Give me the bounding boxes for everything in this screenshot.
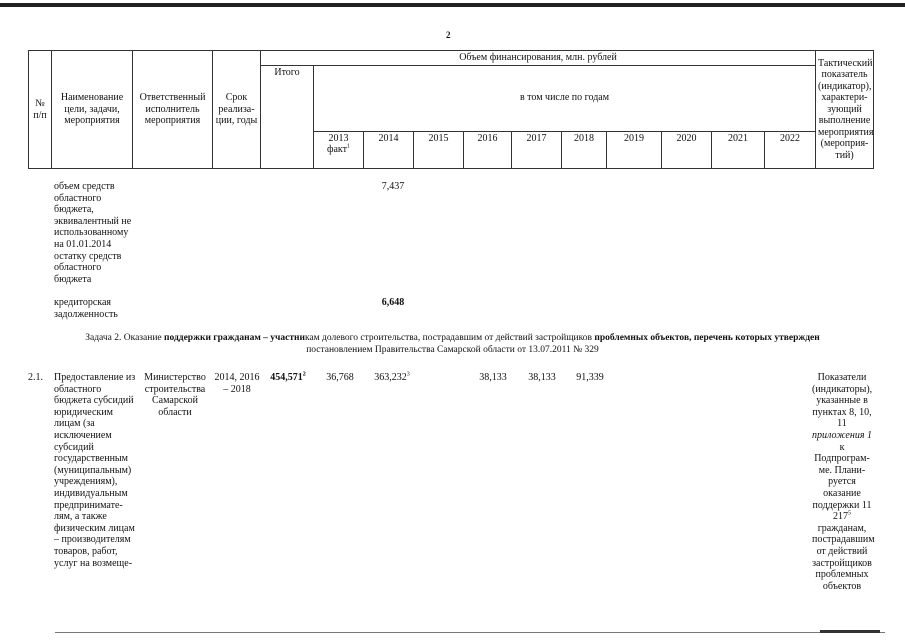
row-2-1-name: Предоставление из областного бюджета субсидий юридическим лицам (за исключением субсидий государственным (муниципальным) учреждениям), индивидуальным предпринимате-лям, а также физическим лицам – производителям товаров, работ, услуг на возмеще- [54, 372, 136, 569]
row-2-1-num: 2.1. [28, 372, 43, 383]
row-2-1-indicator: Показатели (индикаторы), указанные в пунктах 8, 10, 11 приложения 1 к Подпрограм-ме. Плани-руется оказание поддержки 11 $217^5$ гражданам, пострадавшим от действий застройщиков проблемных объектов [812, 372, 875, 592]
table-header [28, 50, 874, 169]
header-by-years: в том числе по годам [314, 65, 816, 131]
header-year: 2015 [414, 131, 464, 169]
header-indicator: Тактический показатель (индикатор), характери-зующий выполнение мероприятия (мероприя-тий) [816, 51, 874, 169]
header-year: 2014 [364, 131, 414, 169]
header-name: Наименование цели, задачи, мероприятия [52, 51, 133, 169]
header-year: 2021 [712, 131, 765, 169]
bottom-rule-mark [820, 630, 880, 633]
task2-heading: Задача 2. Оказание поддержки гражданам – участникам долевого строительства, пострадавшим от действий застройщиков проблемных объектов, перечень которых утвержден постановлением Правительства Самарской области от 13.07.2011 № 329 [85, 333, 820, 355]
row-2-1-2018: 91,339 [576, 372, 604, 383]
row-2-1-responsible: Министерство строительства Самарской области [144, 372, 206, 418]
payables-2014: 6,648 [381, 297, 405, 308]
header-year: 2016 [464, 131, 512, 169]
header-financing: Объем финансирования, млн. рублей [261, 51, 816, 66]
header-num: № п/п [29, 51, 52, 169]
bottom-rule [55, 632, 885, 633]
row-2-1-2016: 38,133 [479, 372, 507, 383]
header-year: 2020 [662, 131, 712, 169]
row-2-1-2017: 38,133 [528, 372, 556, 383]
row-2-1-total: 454,571$^2$ [270, 371, 306, 383]
row-2-1-2013: 36,768 [326, 372, 354, 383]
header-total: Итого [261, 65, 314, 169]
header-responsible: Ответственный исполнитель мероприятия [133, 51, 213, 169]
header-year: 2018 [562, 131, 607, 169]
row-2-1-2014: 363,232$^3$ [374, 371, 410, 383]
header-year-2013: 2013 факт$^1$ [314, 131, 364, 169]
row-2-1-term: 2014, 2016 – 2018 [214, 372, 260, 395]
top-border-bar [0, 3, 905, 7]
header-year: 2017 [512, 131, 562, 169]
header-term: Срок реализа-ции, годы [213, 51, 261, 169]
header-year: 2022 [765, 131, 816, 169]
regional-budget-label: объем средств областного бюджета, эквивалентный не использованному на 01.01.2014 остатку средств областного бюджета [54, 181, 132, 285]
header-year: 2019 [607, 131, 662, 169]
page-number: 2 [446, 30, 451, 40]
regional-budget-2014: 7,437 [381, 181, 405, 192]
payables-label: кредиторская задолженность [54, 297, 118, 320]
